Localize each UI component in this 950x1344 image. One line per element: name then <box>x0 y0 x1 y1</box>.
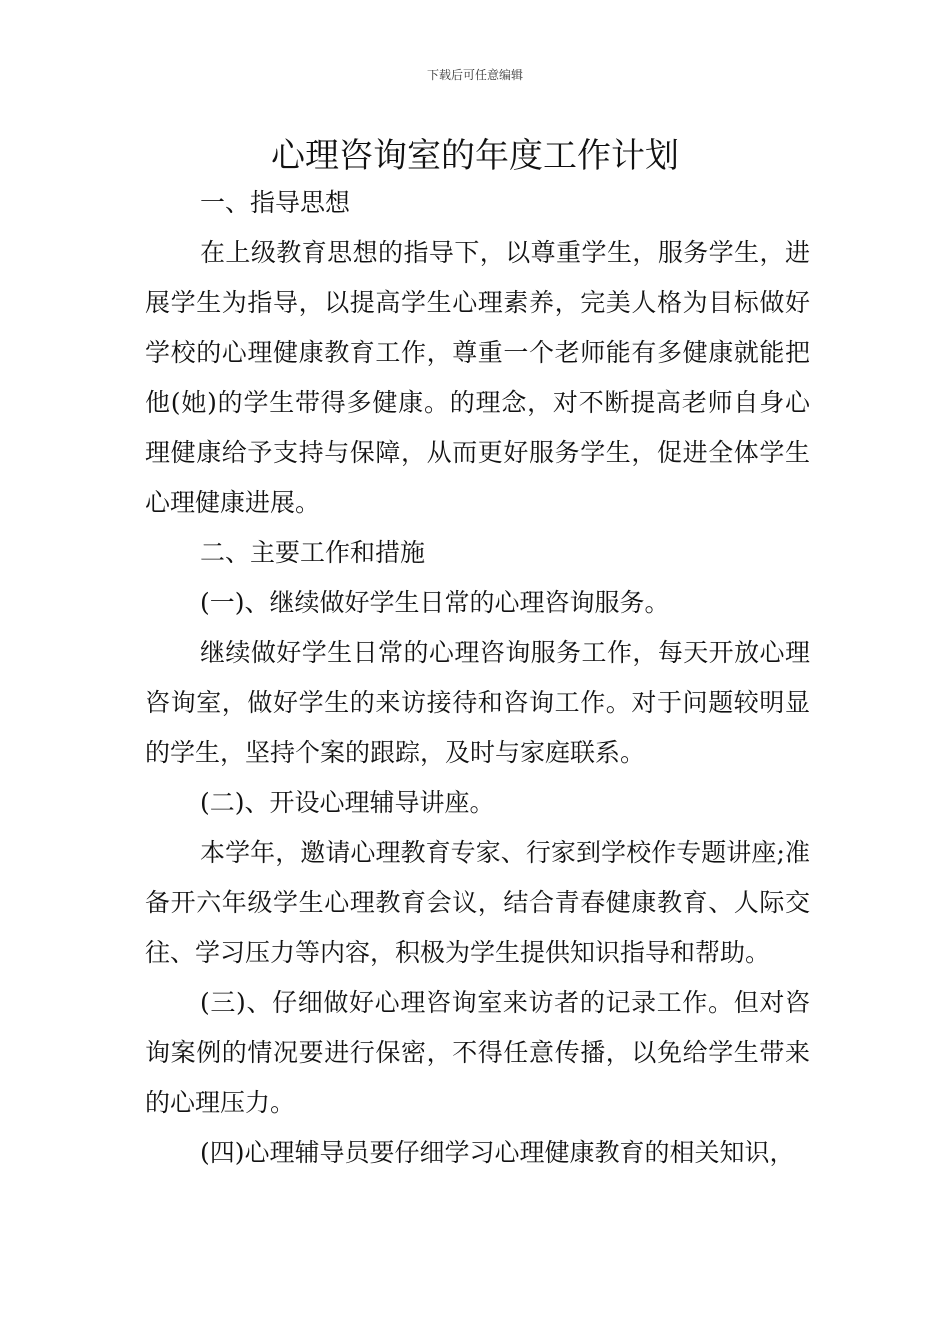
paragraph-guiding-thought: 在上级教育思想的指导下，以尊重学生，服务学生，进展学生为指导，以提高学生心理素养，完美人格为目标做好学校的心理健康教育工作，尊重一个老师能有多健康就能把他(她)的学生带得多健康。的理念，对不断提高老师自身心理健康给予支持与保障，从而更好服务学生，促进全体学生心理健康进展。 <box>145 238 810 517</box>
paragraph-counseling-service: 继续做好学生日常的心理咨询服务工作，每天开放心理咨询室，做好学生的来访接待和咨询工作。对于问题较明显的学生，坚持个案的跟踪，及时与家庭联系。 <box>145 638 810 767</box>
subheading-counseling-service: (一)、继续做好学生日常的心理咨询服务。 <box>200 588 670 617</box>
header-note: 下载后可任意编辑 <box>426 68 523 82</box>
section-heading-main-work: 二、主要工作和措施 <box>200 538 426 567</box>
paragraph-lectures: 本学年，邀请心理教育专家、行家到学校作专题讲座;准备开六年级学生心理教育会议，结合青春健康教育、人际交往、学习压力等内容，积极为学生提供知识指导和帮助。 <box>145 838 810 967</box>
paragraph-records: (三)、仔细做好心理咨询室来访者的记录工作。但对咨询案例的情况要进行保密，不得任意传播，以免给学生带来的心理压力。 <box>145 988 810 1117</box>
subheading-lectures: (二)、开设心理辅导讲座。 <box>200 788 495 817</box>
document-body <box>145 178 810 1178</box>
section-heading-guiding-thought: 一、指导思想 <box>200 188 351 217</box>
paragraph-counselor-study: (四)心理辅导员要仔细学习心理健康教育的相关知识， <box>200 1138 795 1167</box>
document-title: 心理咨询室的年度工作计划 <box>271 136 679 176</box>
